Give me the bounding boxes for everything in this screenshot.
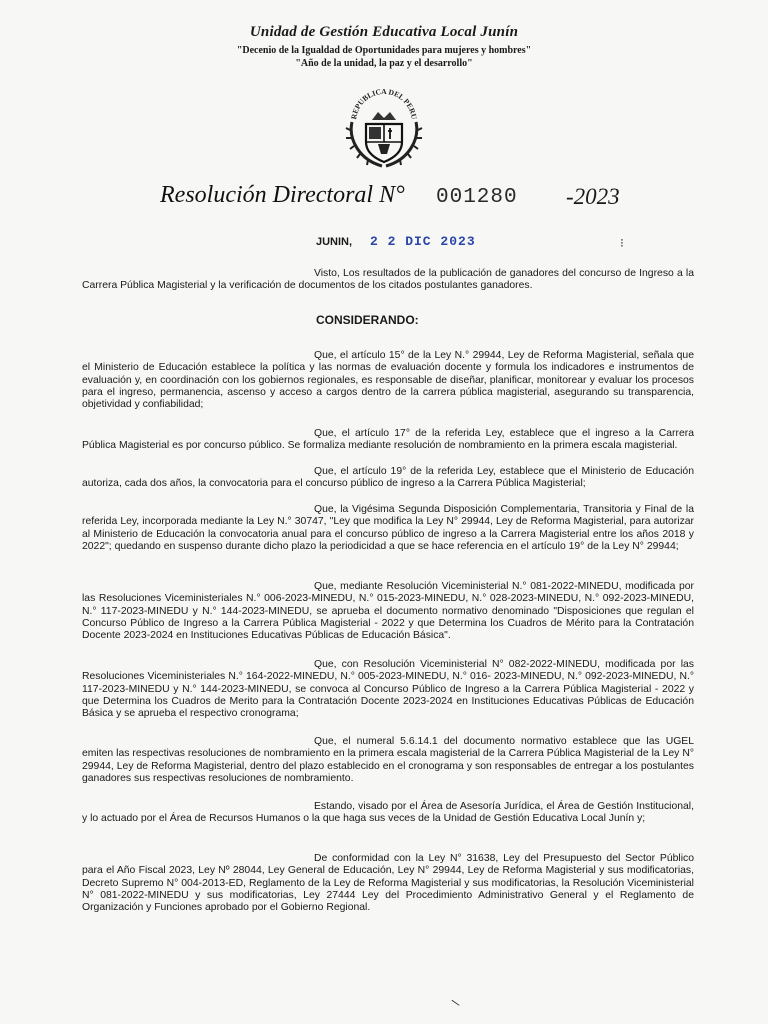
paragraph-8 [82,801,694,826]
considerando-heading: CONSIDERANDO: [316,313,419,327]
visto-text: Visto, Los resultados de la publicación de ganadores del concurso de Ingreso a la Carrera Pública Magisterial y la verificación de documentos de los citados postulantes ganadores. [82,268,694,292]
resolution-title: Resolución Directoral N° [160,182,405,208]
paragraph-1 [82,350,694,411]
paragraph-text: Que, con Resolución Viceministerial N° 082-2022-MINEDU, modificada por las Resoluciones Viceministeriales N.° 164-2022-MINEDU, N.° 005-2023-MINEDU, N.° 016- 2023-MINEDU, N.° 092-2023-MINEDU, N.° 117-2023-MINEDU y N.° 144-2023-MINEDU, se convoca al Concurso Público de Ingreso a la Carrera Pública Magisterial - 2022 y que Determina los Cuadros de Merito para la Contratación Docente 2023-2024 en Instituciones Educativas Públicas de Educación Básica y se aprueba el respectivo cronograma; [82,659,694,720]
paragraph-text: Que, el numeral 5.6.14.1 del documento normativo establece que las UGEL emiten las respectivas resoluciones de nombramiento en la primera escala magisterial de la Carrera Pública Magisterial de la Ley N° 29944, Ley de Reforma Magisterial, dentro del plazo establecido en el cronograma y son responsables de entregar a los postulantes ganadores sus respectivas resoluciones de nombramiento. [82,736,694,784]
paragraph-text: Que, el artículo 17° de la referida Ley, establece que el ingreso a la Carrera Pública Magisterial es por concurso público. Se formaliza mediante resolución de nombramiento en la primera escala magisterial. [82,428,694,452]
paragraph-text: Estando, visado por el Área de Asesoría Jurídica, el Área de Gestión Institucional, y lo actuado por el Área de Recursos Humanos o la que haga sus veces de la Unidad de Gestión Educativa Local Junín y; [82,801,694,825]
paragraph-text: De conformidad con la Ley N° 31638, Ley del Presupuesto del Sector Público para el Año Fiscal 2023, Ley Nº 28044, Ley General de Educación, Ley N° 29944, Ley de Reforma Magisterial y sus modificatorias, Decreto Supremo N° 004-2013-ED, Reglamento de la Ley de Reforma Magisterial y sus modificatorias, la Resolución Viceministerial N° 081-2022-MINEDU y sus modificatorias, Ley 27444 Ley del Procedimiento Administrativo General y el Reglamento de Organización y Funciones aprobado por el Gobierno Regional. [82,853,694,914]
paragraph-text: Que, la Vigésima Segunda Disposición Complementaria, Transitoria y Final de la referida Ley, incorporada mediante la Ley N.° 30747, "Ley que modifica la Ley N° 29944, Ley de Reforma Magisterial, para autorizar al Ministerio de Educación la convocatoria anual para el concurso público de ingreso a la Carrera Magisterial entre los años 2018 y 2022"; quedando en suspenso durante dicho plazo la periodicidad a que se hace referencia en el artículo 19° de la Ley N° 29944; [82,504,694,552]
date-stamp: 2 2 DIC 2023 [370,234,476,249]
paragraph-3 [82,466,694,491]
decade-motto: "Decenio de la Igualdad de Oportunidades para mujeres y hombres" [236,45,532,56]
issue-place: JUNIN, [316,236,353,248]
scan-mark: ⁝ [620,236,624,250]
seal-text: REPUBLICA DEL PERU [349,86,419,120]
svg-text:REPUBLICA DEL PERU [349,87,419,121]
paragraph-text: Que, el artículo 19° de la referida Ley, establece que el Ministerio de Educación autoriza, cada dos años, la convocatoria para el concurso público de ingreso a la Carrera Pública Magisterial; [82,466,694,490]
paragraph-7 [82,736,694,785]
paragraph-9 [82,853,694,914]
paragraph-6 [82,659,694,720]
year-motto: "Año de la unidad, la paz y el desarrollo" [295,58,473,69]
visto-paragraph [82,268,694,293]
paragraph-text: Que, el artículo 15° de la Ley N.° 29944, Ley de Reforma Magisterial, señala que el Ministerio de Educación establece la política y las normas de evaluación docente y formula los indicadores e instrumentos de evaluación y, en coordinación con los gobiernos regionales, es responsable de diseñar, planificar, monitorear y evaluar los procesos para el ingreso, permanencia, ascenso y acceso a cargos dentro de la carrera pública magisterial, asegurando su transparencia, objetividad y confiabilidad; [82,350,694,411]
paragraph-text: Que, mediante Resolución Viceministerial N.° 081-2022-MINEDU, modificada por las Resoluciones Viceministeriales N.° 006-2023-MINEDU, N.° 015-2023-MINEDU, N.° 028-2023-MINEDU, N.° 092-2023-MINEDU, N.° 117-2023-MINEDU y N.° 144-2023-MINEDU, se aprueba el documento normativo denominado "Disposiciones que regulan el Concurso Público de Ingreso a la Carrera Pública Magisterial - 2022 y que Determina los Cuadros de Mérito para la Contratación Docente 2023-2024 en Instituciones Educativas Públicas de Educación Básica". [82,581,694,642]
scan-mark: \ [449,996,462,1010]
paragraph-5 [82,581,694,642]
paragraph-2 [82,428,694,453]
coat-of-arms-seal-icon [338,82,430,174]
resolution-year: -2023 [566,184,620,209]
institution-title: Unidad de Gestión Educativa Local Junín [249,24,519,40]
resolution-number: 001280 [436,186,518,209]
paragraph-4 [82,504,694,553]
